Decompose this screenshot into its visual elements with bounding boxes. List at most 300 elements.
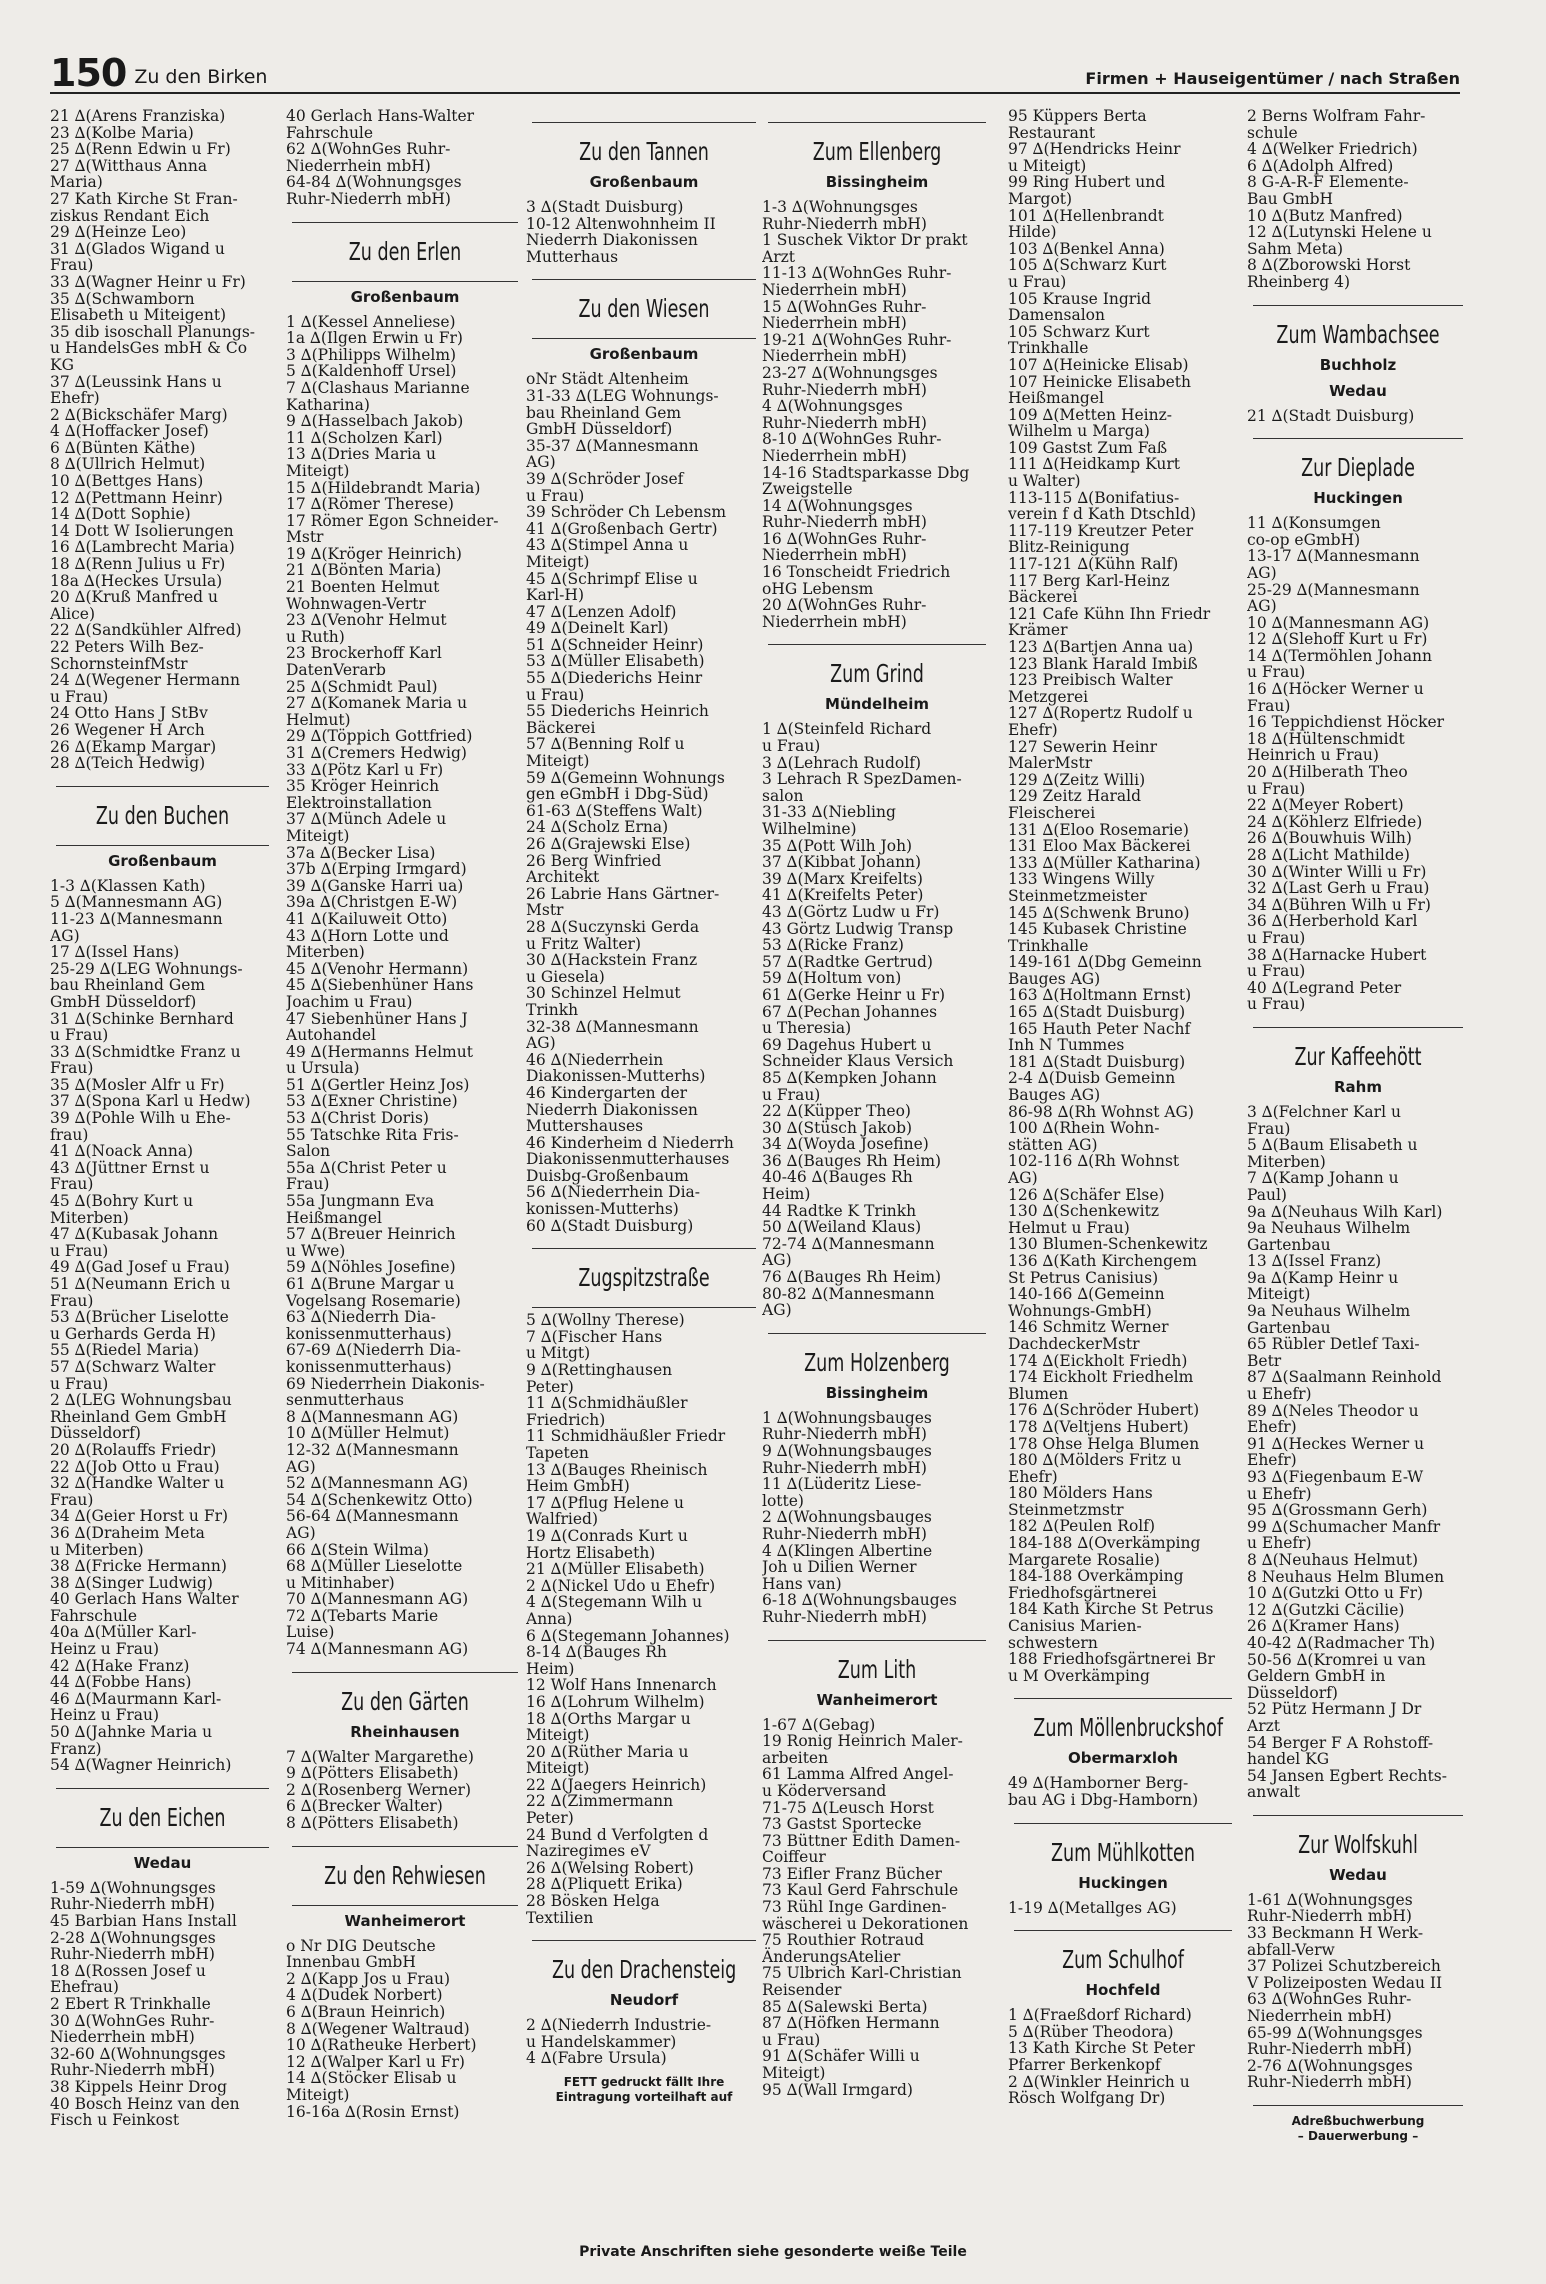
directory-entry: 16 ∆(Höcker Werner u — [1247, 680, 1424, 699]
directory-entry: 19 ∆(Conrads Kurt u — [526, 1526, 688, 1545]
directory-entry: 27 ∆(Komanek Maria u — [286, 694, 468, 713]
directory-entry: 40 Gerlach Hans Walter — [50, 1590, 239, 1609]
directory-entry: 103 ∆(Benkel Anna) — [1008, 239, 1165, 258]
directory-entry: 15 ∆(Hildebrandt Maria) — [286, 478, 481, 497]
directory-entry: 102-116 ∆(Rh Wohnst — [1008, 1152, 1180, 1171]
directory-entry: Ehefr) — [1247, 1451, 1297, 1470]
rule-divider — [1253, 2105, 1463, 2106]
directory-entry: 61 ∆(Gerke Heinr u Fr) — [762, 985, 946, 1004]
directory-entry: 17 ∆(Issel Hans) — [50, 943, 180, 962]
directory-entry: Miteigt) — [286, 826, 350, 845]
directory-entry: Inh N Tummes — [1008, 1036, 1125, 1055]
directory-entry: 45 ∆(Bohry Kurt u — [50, 1192, 194, 1211]
directory-entry: Heinrich u Frau) — [1247, 746, 1379, 765]
directory-entry: Miteigt) — [526, 552, 590, 571]
directory-entry: Friedrich) — [526, 1410, 606, 1429]
directory-entry: 55a ∆(Christ Peter u — [286, 1158, 447, 1177]
directory-entry: 7 ∆(Fischer Hans — [526, 1327, 663, 1346]
rule-divider — [1253, 1815, 1463, 1816]
district-heading: Rahm — [1334, 1077, 1382, 1096]
directory-entry: Luise) — [286, 1623, 335, 1642]
directory-entry: Miteigt) — [526, 752, 590, 771]
directory-entry: Geldern GmbH in — [1247, 1667, 1386, 1686]
directory-entry: 23-27 ∆(Wohnungsges — [762, 363, 938, 382]
directory-entry: u Frau) — [50, 1026, 109, 1045]
directory-columns — [50, 108, 1460, 2268]
directory-entry: 30 ∆(WohnGes Ruhr- — [50, 2011, 215, 2030]
directory-entry: 61 ∆(Brune Margar u — [286, 1275, 455, 1293]
rule-divider — [532, 279, 756, 280]
directory-entry: 6-18 ∆(Wohnungsbauges — [762, 1591, 957, 1610]
directory-entry: 73 Kaul Gerd Fahrschule — [762, 1881, 959, 1900]
directory-entry: 34 ∆(Woyda Josefine) — [762, 1135, 929, 1154]
directory-entry: 49 ∆(Hermanns Helmut — [286, 1042, 473, 1061]
rule-divider — [56, 1847, 269, 1848]
directory-entry: Fisch u Feinkost — [50, 2111, 180, 2130]
directory-entry: Ruhr-Niederrh mbH) — [50, 1895, 215, 1914]
directory-entry: 13 ∆(Issel Franz) — [1247, 1252, 1382, 1271]
directory-entry: Salon — [286, 1142, 331, 1161]
street-heading: Zum Wambachsee — [1276, 319, 1440, 349]
directory-entry: u Ehefr) — [1247, 1484, 1312, 1503]
directory-entry: 136 ∆(Kath Kirchengem — [1008, 1251, 1197, 1270]
directory-entry: 1 Suschek Viktor Dr prakt — [762, 231, 968, 250]
directory-entry: 10 ∆(Ratheuke Herbert) — [286, 2036, 477, 2055]
directory-entry: 127 Sewerin Heinr — [1008, 737, 1158, 756]
directory-entry: 12 ∆(Gutzki Cäcilie) — [1247, 1600, 1405, 1619]
directory-entry: 53 ∆(Christ Doris) — [286, 1109, 429, 1128]
directory-entry: Miteigt) — [526, 1726, 590, 1745]
directory-entry: Ruhr-Niederrh mbH) — [762, 1425, 927, 1444]
directory-entry: 20 ∆(Hilberath Theo — [1247, 763, 1408, 782]
directory-entry: Frau) — [50, 1490, 94, 1509]
directory-entry: 55 ∆(Diederichs Heinr — [526, 669, 703, 688]
directory-entry: 3 ∆(Lehrach Rudolf) — [762, 753, 921, 772]
directory-entry: 46 ∆(Niederrhein — [526, 1050, 664, 1069]
directory-entry: Niederrh Diakonissen — [526, 1100, 698, 1119]
directory-entry: 66 ∆(Stein Wilma) — [286, 1540, 429, 1559]
directory-entry: u Miteigt) — [1008, 156, 1087, 175]
directory-entry: Miteigt) — [1247, 1285, 1311, 1304]
directory-entry: 13 ∆(Bauges Rheinisch — [526, 1460, 708, 1479]
directory-entry: 22 ∆(Meyer Robert) — [1247, 796, 1404, 815]
directory-entry: 123 Preibisch Walter — [1008, 671, 1173, 690]
directory-entry: Miterben) — [50, 1208, 129, 1227]
directory-entry: 188 Friedhofsgärtnerei Br — [1008, 1650, 1215, 1669]
directory-entry: Architekt — [526, 868, 600, 887]
directory-entry: u Frau) — [50, 1241, 109, 1260]
directory-entry: 163 ∆(Holtmann Ernst) — [1008, 986, 1192, 1005]
directory-entry: Bäckerei — [526, 718, 596, 737]
directory-entry: 61-63 ∆(Steffens Walt) — [526, 801, 703, 820]
directory-entry: 28 Bösken Helga — [526, 1892, 660, 1911]
rule-divider — [292, 1672, 518, 1673]
directory-entry: 10 ∆(Bettges Hans) — [50, 472, 204, 491]
directory-entry: u Mitinhaber) — [286, 1573, 395, 1592]
directory-entry: 40 Bosch Heinz van den — [50, 2094, 240, 2113]
directory-entry: 55 Diederichs Heinrich — [526, 702, 709, 721]
directory-entry: u Frau) — [1008, 272, 1067, 291]
directory-entry: 18a ∆(Heckes Ursula) — [50, 571, 223, 590]
directory-entry: Innenbau GmbH — [286, 1953, 416, 1972]
directory-entry: co-op eGmbH) — [1247, 530, 1361, 549]
directory-entry: 1 ∆(Kessel Anneliese) — [286, 312, 456, 331]
directory-entry: 65 Rübler Detlef Taxi- — [1247, 1335, 1420, 1354]
directory-entry: 20 ∆(Rolauffs Friedr) — [50, 1440, 217, 1459]
directory-entry: 9a Neuhaus Wilhelm — [1247, 1302, 1411, 1321]
directory-entry: AG) — [286, 1457, 316, 1476]
directory-entry: 45 ∆(Siebenhüner Hans — [286, 976, 474, 995]
directory-entry: 73 Büttner Edith Damen- — [762, 1831, 961, 1850]
directory-entry: 11 ∆(Lüderitz Liese- — [762, 1475, 922, 1494]
directory-entry: 30 ∆(Stüsch Jakob) — [762, 1118, 913, 1137]
street-heading: Zur Kaffeehött — [1294, 1041, 1422, 1071]
directory-entry: Miteigt) — [526, 1759, 590, 1778]
directory-entry: 43 ∆(Stimpel Anna u — [526, 536, 689, 555]
directory-entry: 93 ∆(Fiegenbaum E-W — [1247, 1468, 1424, 1486]
directory-entry: 33 ∆(Wagner Heinr u Fr) — [50, 272, 246, 291]
directory-entry: 13 Kath Kirche St Peter — [1008, 2039, 1195, 2058]
directory-entry: Margarete Rosalie) — [1008, 1550, 1160, 1569]
directory-entry: 28 ∆(Licht Mathilde) — [1247, 846, 1410, 864]
directory-entry: Helmut) — [286, 710, 351, 729]
street-heading: Zu den Rehwiesen — [324, 1860, 486, 1890]
directory-entry: Niederrhein mbH) — [286, 156, 431, 175]
directory-entry: 89 ∆(Neles Theodor u — [1247, 1401, 1419, 1420]
header-left — [50, 51, 268, 95]
directory-entry: 12-32 ∆(Mannesmann — [286, 1440, 459, 1459]
directory-entry: Walfried) — [526, 1510, 599, 1529]
directory-entry: AG) — [50, 926, 80, 945]
directory-entry: 140-166 ∆(Gemeinn — [1008, 1285, 1165, 1304]
advert-note — [526, 2075, 762, 2105]
directory-entry: 133 Wingens Willy — [1008, 870, 1155, 889]
directory-entry: 26 ∆(Welsing Robert) — [526, 1858, 694, 1877]
directory-entry: 165 Hauth Peter Nachf — [1008, 1019, 1191, 1038]
directory-entry: 2 Ebert R Trinkhalle — [50, 1994, 211, 2013]
directory-entry: 24 Otto Hans J StBv — [50, 704, 208, 723]
directory-entry: AG) — [1008, 1169, 1038, 1187]
directory-entry: 4 ∆(Fabre Ursula) — [526, 2049, 667, 2068]
directory-entry: 36 ∆(Bauges Rh Heim) — [762, 1151, 942, 1170]
directory-entry: verein f d Kath Dtschld) — [1008, 505, 1197, 524]
directory-entry: Bauges AG) — [1008, 1086, 1101, 1105]
directory-entry: 12 ∆(Slehoff Kurt u Fr) — [1247, 630, 1428, 649]
directory-entry: Miteigt) — [286, 461, 350, 480]
directory-entry: Düsseldorf) — [50, 1424, 141, 1443]
directory-entry: 16 ∆(Lohrum Wilhelm) — [526, 1692, 705, 1711]
rule-divider — [532, 1248, 756, 1249]
directory-entry: 39a ∆(Christgen E-W) — [286, 893, 458, 912]
directory-entry: 57 ∆(Benning Rolf u — [526, 735, 685, 754]
directory-entry: 42 ∆(Hake Franz) — [50, 1656, 190, 1675]
directory-entry: 11-23 ∆(Mannesmann — [50, 909, 223, 928]
rule-divider — [56, 1788, 269, 1789]
directory-entry: 113-115 ∆(Bonifatius- — [1008, 488, 1180, 507]
district-heading: Obermarxloh — [1067, 1749, 1178, 1768]
column-4 — [762, 108, 992, 2268]
directory-entry: u Ursula) — [286, 1059, 360, 1078]
directory-entry: 180 ∆(Mölders Fritz u — [1008, 1451, 1182, 1470]
directory-entry: 18 ∆(Renn Julius u Fr) — [50, 555, 226, 574]
directory-entry: 29 ∆(Heinze Leo) — [50, 223, 187, 242]
directory-entry: 123 ∆(Bartjen Anna ua) — [1008, 638, 1194, 656]
directory-entry: Miterben) — [286, 943, 365, 962]
directory-entry: 149-161 ∆(Dbg Gemeinn — [1008, 953, 1202, 972]
directory-entry: KG — [50, 355, 74, 374]
directory-entry: u Köderversand — [762, 1781, 887, 1800]
directory-entry: 63 ∆(WohnGes Ruhr- — [1247, 1990, 1412, 2009]
directory-entry: 59 ∆(Nöhles Josefine) — [286, 1258, 456, 1277]
rule-divider — [532, 122, 756, 123]
directory-entry: 50 ∆(Weiland Klaus) — [762, 1218, 922, 1237]
directory-entry: 2 ∆(LEG Wohnungsbau — [50, 1391, 232, 1410]
directory-entry: anwalt — [1247, 1783, 1300, 1802]
street-heading: Zum Lith — [837, 1654, 917, 1684]
directory-entry: 56-64 ∆(Mannesmann — [286, 1507, 459, 1526]
directory-entry: 26 ∆(Bouwhuis Wilh) — [1247, 829, 1412, 848]
directory-entry: 16 ∆(WohnGes Ruhr- — [762, 529, 927, 548]
directory-entry: Ruhr-Niederrh mbH) — [1247, 1907, 1412, 1926]
directory-entry: 37 ∆(Spona Karl u Hedw) — [50, 1092, 251, 1111]
directory-entry: 146 Schmitz Werner — [1008, 1318, 1169, 1337]
directory-entry: 165 ∆(Stadt Duisburg) — [1008, 1003, 1186, 1022]
directory-entry: Metzgerei — [1008, 687, 1089, 706]
directory-entry: 30 Schinzel Helmut — [526, 984, 681, 1003]
directory-entry: 130 ∆(Schenkewitz — [1008, 1202, 1160, 1221]
directory-entry: 26 ∆(Ekamp Margar) — [50, 737, 217, 756]
directory-entry: 45 ∆(Venohr Hermann) — [286, 959, 469, 978]
district-heading: Bissingheim — [825, 1383, 929, 1402]
directory-entry: Fleischerei — [1008, 803, 1096, 822]
directory-entry: Betr — [1247, 1351, 1282, 1370]
directory-entry: Arzt — [1247, 1716, 1280, 1735]
directory-entry: 22 ∆(Job Otto u Frau) — [50, 1457, 220, 1476]
directory-entry: Ruhr-Niederrh mbH) — [762, 1607, 927, 1626]
directory-entry: 52 ∆(Mannesmann AG) — [286, 1474, 469, 1493]
street-heading: Zur Dieplade — [1301, 453, 1415, 483]
rule-divider — [1253, 1027, 1463, 1028]
directory-entry: Frau) — [50, 256, 94, 275]
directory-entry: 184-188 ∆(Overkämping — [1008, 1534, 1201, 1553]
rule-divider — [532, 1307, 756, 1308]
district-heading: Mündelheim — [825, 695, 929, 714]
directory-entry: handel KG — [1247, 1750, 1330, 1769]
directory-entry: Damensalon — [1008, 306, 1105, 325]
directory-entry: Frau) — [1247, 1119, 1291, 1138]
district-heading: Wanheimerort — [816, 1690, 938, 1709]
district-heading: Huckingen — [1313, 489, 1403, 508]
rule-divider — [768, 644, 986, 645]
directory-entry: 180 Mölders Hans — [1008, 1484, 1153, 1503]
directory-entry: Ehefr) — [1247, 1418, 1297, 1437]
directory-entry: 117-121 ∆(Kühn Ralf) — [1008, 555, 1179, 574]
directory-entry: 5 ∆(Mannesmann AG) — [50, 893, 223, 912]
directory-entry: Franz) — [50, 1739, 102, 1758]
directory-entry: 11 ∆(Konsumgen — [1247, 514, 1381, 533]
directory-entry: Wohnwagen-Vertr — [286, 594, 426, 613]
directory-entry: Bau GmbH — [1247, 189, 1334, 208]
directory-entry: 18 ∆(Orths Margar u — [526, 1709, 691, 1728]
directory-entry: 38 ∆(Fricke Hermann) — [50, 1557, 227, 1576]
directory-entry: 6 ∆(Stegemann Johannes) — [526, 1626, 730, 1645]
directory-entry: 35 ∆(Pott Wilh Joh) — [762, 836, 913, 855]
directory-entry: 43 ∆(Görtz Ludw u Fr) — [762, 902, 940, 921]
directory-entry: 9 ∆(Rettinghausen — [526, 1361, 673, 1380]
directory-entry: 1 ∆(Steinfeld Richard — [762, 720, 932, 739]
directory-entry: 36 ∆(Draheim Meta — [50, 1523, 205, 1542]
directory-entry: Mstr — [286, 528, 324, 547]
directory-entry: Fahrschule — [286, 123, 374, 142]
directory-entry: 56 ∆(Niederrhein Dia- — [526, 1183, 701, 1202]
page-header — [50, 50, 1460, 94]
page-number: 150 — [50, 51, 127, 95]
directory-entry: 2 ∆(Bickschäfer Marg) — [50, 405, 228, 424]
advert-note-line: Eintragung vorteilhaft auf — [555, 2090, 733, 2104]
rule-divider — [768, 1640, 986, 1641]
directory-entry: u Mitgt) — [526, 1344, 591, 1363]
directory-entry: 27 Kath Kirche St Fran- — [50, 189, 238, 208]
directory-entry: 38 Kippels Heinr Drog — [50, 2077, 228, 2096]
directory-entry: Anna) — [526, 1609, 573, 1628]
directory-entry: Niederrhein mbH) — [762, 546, 907, 565]
directory-entry: Mutterhaus — [526, 247, 619, 266]
directory-entry: 2-4 ∆(Duisb Gemeinn — [1008, 1069, 1176, 1088]
directory-entry: 18 ∆(Rossen Josef u — [50, 1961, 206, 1980]
directory-entry: u Frau) — [1247, 962, 1306, 981]
directory-entry: 34 ∆(Bühren Wilh u Fr) — [1247, 895, 1431, 914]
directory-entry: AG) — [286, 1523, 316, 1542]
directory-entry: 22 ∆(Küpper Theo) — [762, 1102, 911, 1121]
directory-entry: 182 ∆(Peulen Rolf) — [1008, 1517, 1156, 1536]
street-heading: Zu den Wiesen — [578, 294, 710, 324]
directory-entry: 54 ∆(Schenkewitz Otto) — [286, 1490, 473, 1509]
directory-entry: Steinmetzmeister — [1008, 886, 1147, 905]
directory-entry: 21 ∆(Arens Franziska) — [50, 108, 226, 125]
directory-entry: 39 ∆(Ganske Harri ua) — [286, 876, 464, 895]
directory-entry: 45 Barbian Hans Install — [50, 1912, 237, 1930]
rule-divider — [1014, 1698, 1232, 1699]
directory-entry: Naziregimes eV — [526, 1842, 651, 1861]
directory-entry: 76 ∆(Bauges Rh Heim) — [762, 1268, 942, 1287]
rule-divider — [56, 845, 269, 846]
directory-entry: 37 ∆(Kibbat Johann) — [762, 853, 922, 872]
directory-entry: 21 ∆(Stadt Duisburg) — [1247, 406, 1415, 425]
directory-entry: u HandelsGes mbH & Co — [50, 339, 248, 358]
directory-entry: 13-17 ∆(Mannesmann — [1247, 547, 1420, 566]
directory-entry: 43 ∆(Horn Lotte und — [286, 926, 449, 945]
directory-entry: 6 ∆(Bünten Käthe) — [50, 438, 196, 457]
district-heading: Großenbaum — [350, 287, 460, 306]
district-heading: Großenbaum — [108, 851, 217, 870]
directory-entry: 8 ∆(Pötters Elisabeth) — [286, 1814, 459, 1833]
directory-entry: 35 ∆(Mosler Alfr u Fr) — [50, 1075, 225, 1094]
directory-entry: 31 ∆(Schinke Bernhard — [50, 1009, 234, 1028]
directory-entry: 127 ∆(Ropertz Rudolf u — [1008, 704, 1193, 723]
directory-entry: Niederrhein mbH) — [762, 612, 907, 631]
directory-entry: Zweigstelle — [762, 480, 853, 499]
directory-entry: Hans van) — [762, 1574, 842, 1593]
directory-entry: 105 Krause Ingrid — [1008, 289, 1152, 308]
column-1 — [50, 108, 275, 2268]
directory-entry: Niederrhein mbH) — [762, 280, 907, 299]
directory-entry: Ehefr) — [1008, 1467, 1058, 1486]
directory-entry: Frau) — [50, 1059, 94, 1078]
directory-entry: Margot) — [1008, 189, 1073, 208]
directory-entry: 8 ∆(Neuhaus Helmut) — [1247, 1550, 1419, 1569]
footer-note: Private Anschriften siehe gesonderte weiße Teile — [579, 2244, 967, 2260]
directory-entry: Trinkhalle — [1008, 339, 1089, 358]
directory-entry: 184-188 Overkämping — [1008, 1567, 1184, 1586]
directory-entry: oNr Städt Altenheim — [526, 370, 689, 389]
directory-entry: Ruhr-Niederrh mbH) — [762, 380, 927, 399]
directory-entry: 75 Routhier Rotraud — [762, 1931, 925, 1950]
running-title: Zu den Birken — [134, 66, 268, 88]
directory-entry: 39 ∆(Marx Kreifelts) — [762, 869, 923, 888]
directory-entry: Niederrhein mbH) — [762, 446, 907, 465]
directory-entry: 50-56 ∆(Kromrei u van — [1247, 1650, 1426, 1669]
directory-entry: 14 ∆(Stöcker Elisab u — [286, 2069, 457, 2088]
directory-entry: 61 Lamma Alfred Angel- — [762, 1765, 954, 1784]
directory-entry: 8 Neuhaus Helm Blumen — [1247, 1567, 1445, 1586]
directory-entry: u Frau) — [762, 737, 821, 756]
directory-entry: 40 ∆(Legrand Peter — [1247, 978, 1402, 997]
directory-entry: u Frau) — [526, 685, 585, 704]
directory-entry: Fahrschule — [50, 1606, 138, 1625]
directory-entry: Ruhr-Niederrh mbH) — [286, 189, 451, 208]
directory-entry: 16 Teppichdienst Höcker — [1247, 713, 1445, 732]
directory-entry: Restaurant — [1008, 123, 1096, 142]
directory-entry: SchornsteinfMstr — [50, 654, 188, 673]
directory-entry: u Frau) — [1247, 779, 1306, 798]
directory-entry: 21 ∆(Müller Elisabeth) — [526, 1560, 705, 1579]
directory-entry: Mstr — [526, 901, 564, 920]
directory-entry: Textilien — [526, 1908, 594, 1927]
street-heading: Zu den Eichen — [99, 1802, 226, 1832]
directory-entry: 22 ∆(Zimmermann — [526, 1792, 674, 1811]
directory-entry: 32 ∆(Last Gerh u Frau) — [1247, 879, 1430, 898]
directory-entry: Gartenbau — [1247, 1318, 1331, 1337]
rule-divider — [1253, 438, 1463, 439]
directory-entry: 3 ∆(Felchner Karl u — [1247, 1102, 1401, 1121]
directory-entry: Autohandel — [286, 1026, 376, 1045]
directory-entry: 32-38 ∆(Mannesmann — [526, 1017, 699, 1036]
district-heading: Wedau — [133, 1853, 192, 1872]
directory-entry: 111 ∆(Heidkamp Kurt — [1008, 455, 1180, 474]
directory-entry: 105 ∆(Schwarz Kurt — [1008, 256, 1167, 275]
directory-entry: 31 ∆(Cremers Hedwig) — [286, 744, 467, 762]
directory-entry: 121 Cafe Kühn Ihn Friedr — [1008, 604, 1211, 623]
directory-entry: Helmut u Frau) — [1008, 1218, 1130, 1237]
directory-entry: Niederrhein mbH) — [50, 2028, 195, 2047]
directory-entry: Ruhr-Niederrh mbH) — [762, 513, 927, 532]
directory-entry: 19-21 ∆(WohnGes Ruhr- — [762, 330, 952, 349]
directory-entry: 129 Zeitz Harald — [1008, 787, 1142, 806]
directory-entry: 87 ∆(Höfken Hermann — [762, 2014, 940, 2033]
directory-entry: 7 ∆(Clashaus Marianne — [286, 378, 470, 397]
directory-entry: 16 Tonscheidt Friedrich — [762, 563, 951, 582]
directory-entry: Krämer — [1008, 621, 1068, 640]
directory-entry: Heinz u Frau) — [50, 1706, 160, 1725]
directory-entry: Gartenbau — [1247, 1235, 1331, 1254]
directory-entry: u Walter) — [1008, 472, 1081, 491]
rule-divider — [292, 1905, 518, 1906]
directory-entry: 8-10 ∆(WohnGes Ruhr- — [762, 430, 942, 449]
directory-entry: 101 ∆(Hellenbrandt — [1008, 206, 1164, 225]
directory-entry: 9 ∆(Wohnungsbauges — [762, 1442, 932, 1460]
directory-entry: 8 ∆(Ullrich Helmut) — [50, 455, 206, 474]
column-3 — [526, 108, 762, 2268]
